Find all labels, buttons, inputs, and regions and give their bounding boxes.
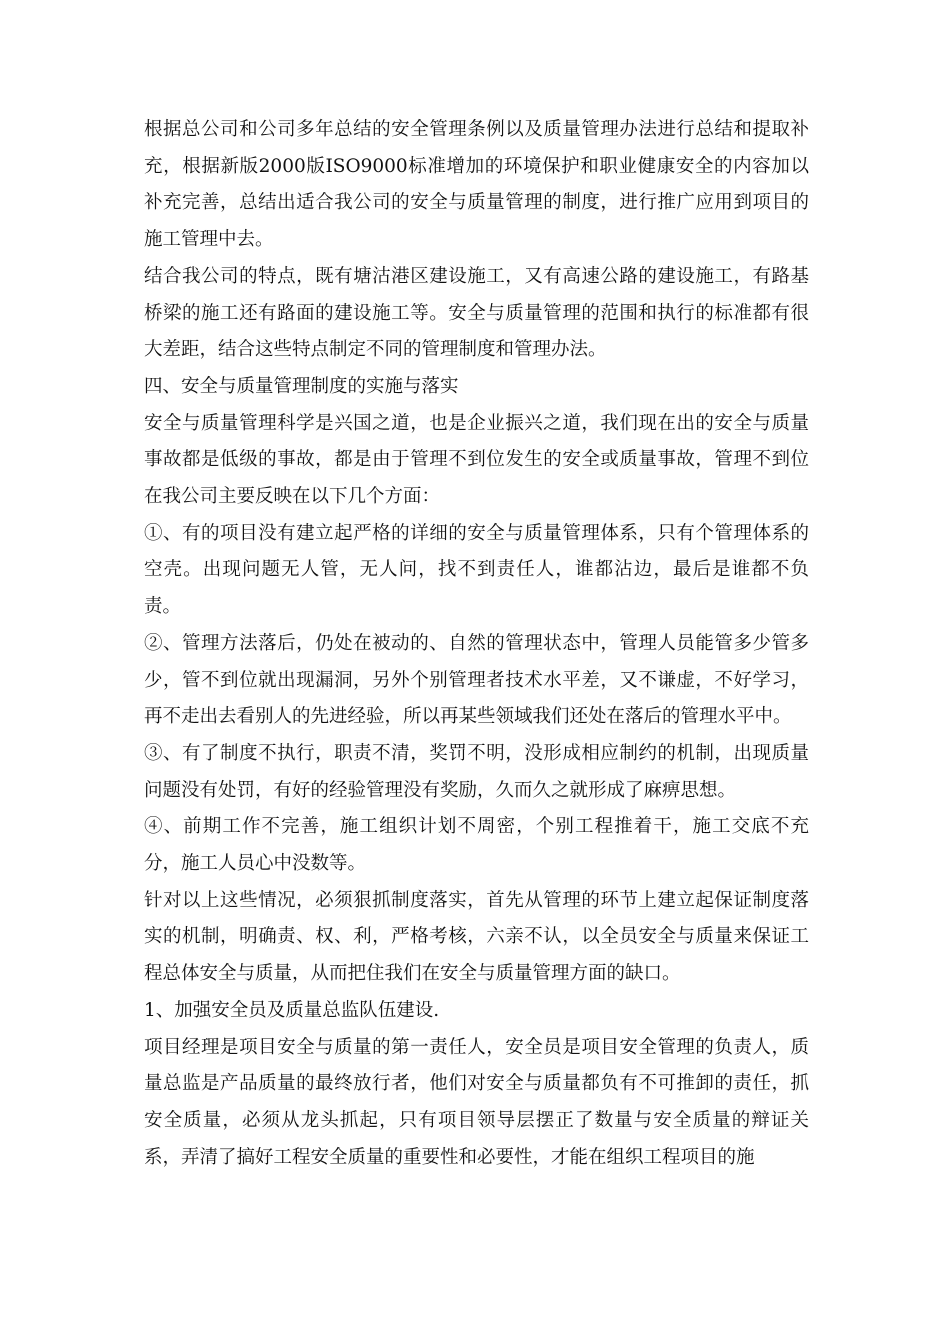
paragraph-management-science: 安全与质量管理科学是兴国之道，也是企业振兴之道，我们现在出的安全与质量事故都是低级的事故，都是由于管理不到位发生的安全或质量事故，管理不到位在我公司主要反映在以下几个方面： — [144, 412, 809, 508]
list-item-1: ①、有的项目没有建立起严格的详细的安全与质量管理体系，只有个管理体系的空壳。出现问题无人管，无人问，找不到责任人，谁都沾边，最后是谁都不负责。 — [144, 522, 809, 618]
subheading-1: 1、加强安全员及质量总监队伍建设. — [144, 999, 440, 1021]
paragraph-project-manager: 项目经理是项目安全与质量的第一责任人，安全员是项目安全管理的负责人，质量总监是产品质量的最终放行者，他们对安全与质量都负有不可推卸的责任，抓安全质量，必须从龙头抓起，只有项目领导层摆正了数量与安全质量的辩证关系，弄清了搞好工程安全质量的重要性和必要性，才能在组织工程项目的施 — [144, 1036, 809, 1168]
list-item-4: ④、前期工作不完善，施工组织计划不周密，个别工程推着干，施工交底不充分，施工人员心中没数等。 — [144, 816, 809, 875]
paragraph-summary: 根据总公司和公司多年总结的安全管理条例以及质量管理办法进行总结和提取补充，根据新版2000版ISO9000标准增加的环境保护和职业健康安全的内容加以补充完善，总结出适合我公司的安全与质量管理的制度，进行推广应用到项目的施工管理中去。 — [144, 119, 809, 251]
paragraph-countermeasures: 针对以上这些情况，必须狠抓制度落实，首先从管理的环节上建立起保证制度落实的机制，明确责、权、利，严格考核，六亲不认，以全员安全与质量来保证工程总体安全与质量，从而把住我们在安全与质量管理方面的缺口。 — [144, 889, 809, 985]
document-body — [144, 112, 809, 1176]
list-item-3: ③、有了制度不执行，职责不清，奖罚不明，没形成相应制约的机制，出现质量问题没有处罚，有好的经验管理没有奖励，久而久之就形成了麻痹思想。 — [144, 742, 809, 801]
paragraph-company-features: 结合我公司的特点，既有塘沽港区建设施工，又有高速公路的建设施工，有路基桥梁的施工还有路面的建设施工等。安全与质量管理的范围和执行的标准都有很大差距，结合这些特点制定不同的管理制度和管理办法。 — [144, 265, 809, 361]
section-heading-4: 四、安全与质量管理制度的实施与落实 — [144, 375, 459, 397]
list-item-2: ②、管理方法落后，仍处在被动的、自然的管理状态中，管理人员能管多少管多少，管不到位就出现漏洞，另外个别管理者技术水平差，又不谦虚，不好学习，再不走出去看别人的先进经验，所以再某些领域我们还处在落后的管理水平中。 — [144, 632, 809, 728]
